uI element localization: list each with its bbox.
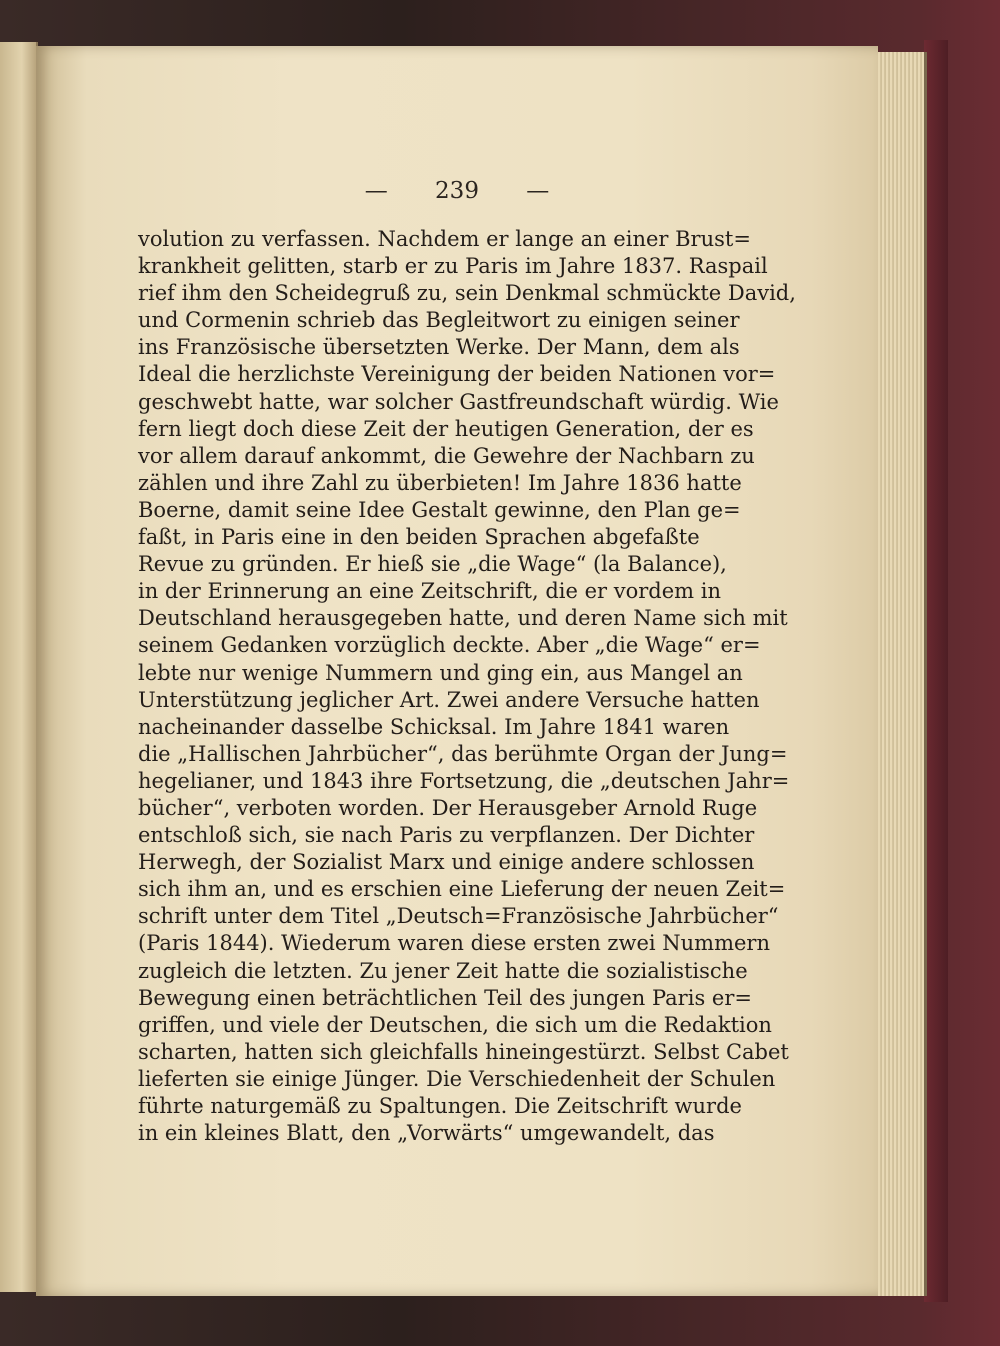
text-line: die „Hallischen Jahrbücher“, das berühmte Organ der Jung= <box>138 741 788 766</box>
text-line: faßt, in Paris eine in den beiden Sprachen abgefaßte <box>138 525 700 550</box>
text-line: (Paris 1844). Wiederum waren diese ersten zwei Nummern <box>138 931 770 956</box>
body-text <box>138 226 796 1147</box>
text-line: Unterstützung jeglicher Art. Zwei andere Versuche hatten <box>138 687 760 712</box>
page-number: 239 <box>435 178 479 204</box>
text-line: Bewegung einen beträchtlichen Teil des jungen Paris er= <box>138 985 752 1010</box>
text-line: vor allem darauf ankommt, die Gewehre der Nachbarn zu <box>138 443 755 468</box>
text-line: hegelianer, und 1843 ihre Fortsetzung, die „deutschen Jahr= <box>138 768 790 793</box>
text-line: nacheinander dasselbe Schicksal. Im Jahre 1841 waren <box>138 714 730 739</box>
text-line: in ein kleines Blatt, den „Vorwärts“ umgewandelt, das <box>138 1121 715 1146</box>
text-line: und Cormenin schrieb das Begleitwort zu einigen seiner <box>138 308 740 333</box>
text-line: scharten, hatten sich gleichfalls hineingestürzt. Selbst Cabet <box>138 1039 789 1064</box>
book-binding <box>924 40 948 1302</box>
text-line: Ideal die herzlichste Vereinigung der beiden Nationen vor= <box>138 362 776 387</box>
text-line: lieferten sie einige Jünger. Die Verschiedenheit der Schulen <box>138 1066 776 1091</box>
text-line: krankheit gelitten, starb er zu Paris im Jahre 1837. Raspail <box>138 254 768 279</box>
text-line: bücher“, verboten worden. Der Herausgeber Arnold Ruge <box>138 795 758 820</box>
text-line: ins Französische übersetzten Werke. Der Mann, dem als <box>138 335 740 360</box>
text-line: Herwegh, der Sozialist Marx und einige andere schlossen <box>138 850 755 875</box>
left-page-edge <box>0 42 38 1292</box>
text-line: schrift unter dem Titel „Deutsch=Französische Jahrbücher“ <box>138 904 779 929</box>
text-line: volution zu verfassen. Nachdem er lange an einer Brust= <box>138 227 751 251</box>
text-line: geschwebt hatte, war solcher Gastfreundschaft würdig. Wie <box>138 389 779 414</box>
text-line: sich ihm an, und es erschien eine Lieferung der neuen Zeit= <box>138 877 786 902</box>
text-line: zugleich die letzten. Zu jener Zeit hatte die sozialistische <box>138 958 748 983</box>
text-line: lebte nur wenige Nummern und ging ein, aus Mangel an <box>138 660 743 685</box>
page-header <box>36 178 878 204</box>
text-line: Boerne, damit seine Idee Gestalt gewinne, den Plan ge= <box>138 497 741 522</box>
text-line: führte naturgemäß zu Spaltungen. Die Zeitschrift wurde <box>138 1094 742 1118</box>
header-dash-right: — <box>526 178 550 204</box>
text-line: rief ihm den Scheidegruß zu, sein Denkmal schmückte David, <box>138 281 796 306</box>
text-line: fern liegt doch diese Zeit der heutigen Generation, der es <box>138 416 754 441</box>
text-line: seinem Gedanken vorzüglich deckte. Aber „die Wage“ er= <box>138 633 761 658</box>
text-line: entschloß sich, sie nach Paris zu verpflanzen. Der Dichter <box>138 823 755 848</box>
text-line: in der Erinnerung an eine Zeitschrift, die er vordem in <box>138 579 721 604</box>
text-line: griffen, und viele der Deutschen, die sich um die Redaktion <box>138 1012 772 1037</box>
header-dash-left: — <box>364 178 388 204</box>
text-line: zählen und ihre Zahl zu überbieten! Im Jahre 1836 hatte <box>138 470 742 495</box>
text-line: Revue zu gründen. Er hieß sie „die Wage“ (la Balance), <box>138 552 727 577</box>
text-line: Deutschland herausgegeben hatte, und deren Name sich mit <box>138 606 788 631</box>
